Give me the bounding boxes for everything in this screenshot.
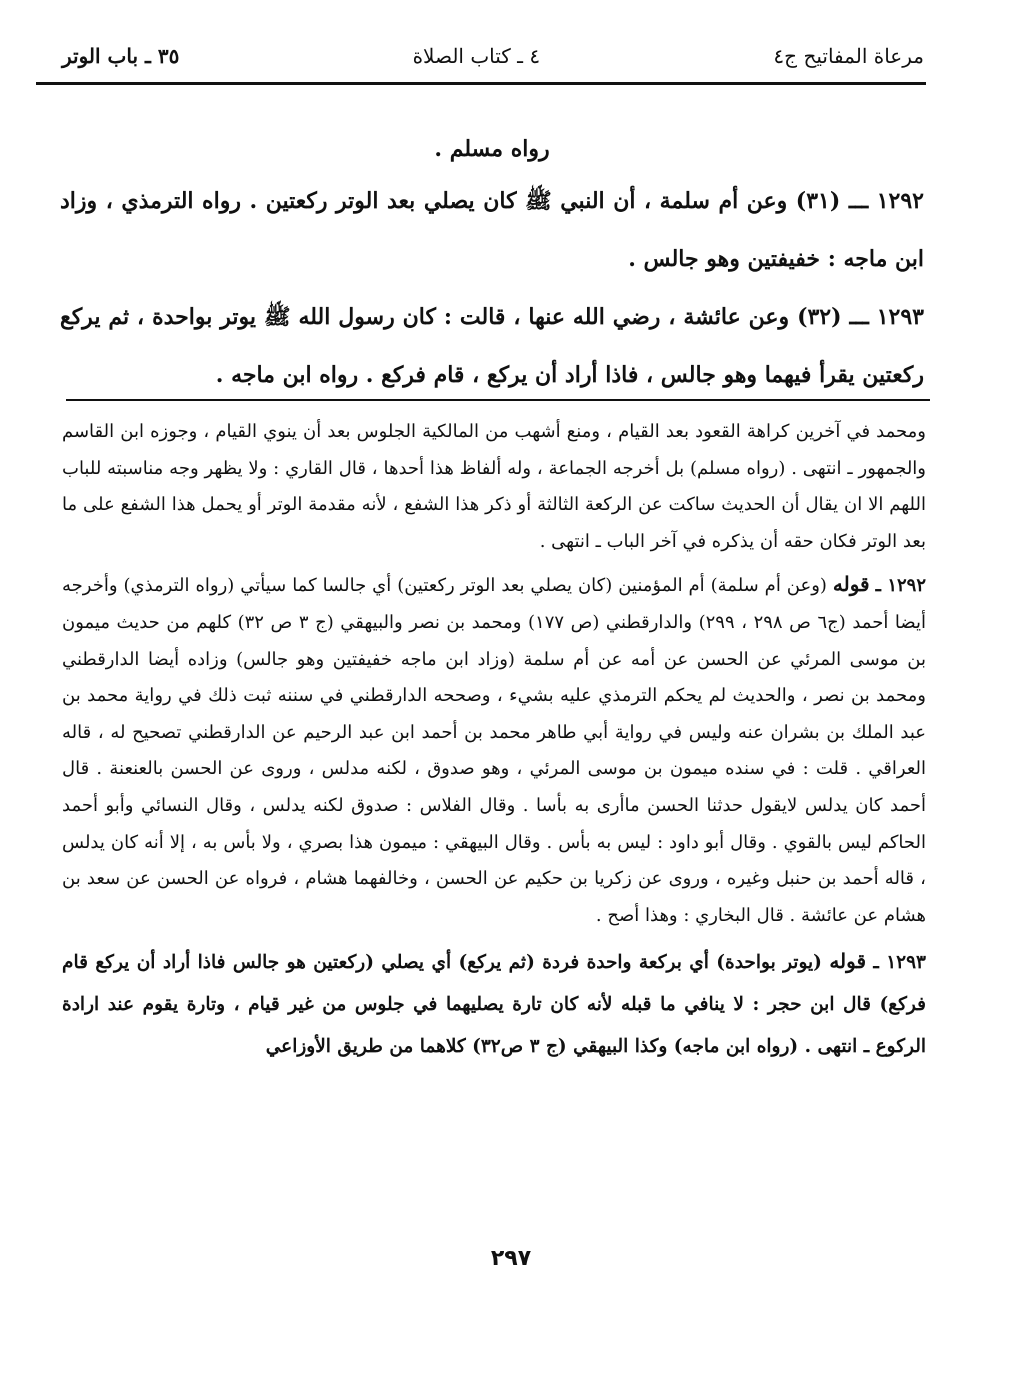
commentary-2-label: قوله (832, 572, 870, 597)
commentary-2-text: (وعن أم سلمة) أم المؤمنين (كان يصلي بعد الوتر ركعتين) أي جالسا كما سيأتي (رواه الترمذي) وأخرجه أيضا أحمد (ج٦ ص ٢٩٨ ، ٢٩٩) والدارقطني (ص ١٧٧) ومحمد بن نصر والبيهقي (ج ٣ ص ٣٢) كلهم من حديث ميمون بن موسى المرئي عن الحسن عن أمه عن أم سلمة (وزاد ابن ماجه خفيفتين وهو جالس) وزاده أيضا الدارقطني ومحمد بن نصر ، والحديث لم يحكم الترمذي عليه بشيء ، وصححه الدارقطني في سننه ثبت ذلك في رواية محمد بن عبد الملك بن بشران عنه وليس في رواية أبي طاهر محمد بن أحمد ابن عبد الرحيم عن الدارقطني تصحيح له ، قاله العراقي . قلت : في سنده ميمون بن موسى المرئي ، وهو صدوق ، لكنه مدلس ، وروى عن الحسن بالعنعنة . قال أحمد كان يدلس لايقول حدثنا الحسن ماأرى به بأسا . وقال الفلاس : صدوق لكنه يدلس ، وقال النسائي وأبو أحمد الحاكم ليس بالقوي . وقال أبو داود : ليس به بأس . وقال البيهقي : ميمون هذا بصري ، ولا بأس به ، إلا أنه كان يدلس ، قاله أحمد بن حنبل وغيره ، وروى عن زكريا بن حكيم عن الحسن ، وخالفهما هشام ، فرواه عن الحسن عن سعد بن هشام عن عائشة . قال البخاري : وهذا أصح . (62, 575, 926, 926)
running-header (62, 36, 924, 76)
header-section: ٣٥ ـ باب الوتر (62, 44, 180, 68)
hadith-1293: ١٢٩٣ ـــ (٣٢) وعن عائشة ، رضي الله عنها ، قالت : كان رسول الله ﷺ يوتر بواحدة ، ثم يركع ركعتين يقرأ فيهما وهو جالس ، فاذا أراد أن يركع ، قام فركع . رواه ابن ماجه . (60, 304, 924, 388)
commentary-3-label: قوله (829, 949, 867, 974)
header-chapter: ٤ ـ كتاب الصلاة (412, 44, 541, 68)
section-divider (66, 399, 930, 401)
commentary-para-1: ومحمد في آخرين كراهة القعود بعد القيام ، ومنع أشهب من المالكية الجلوس بعد أن ينوي القيام ، وجوزه ابن القاسم والجمهور ـ انتهى . (رواه مسلم) بل أخرجه الجماعة ، وله ألفاظ هذا أحدها ، قال القاري : ولا يظهر وجه مناسبته للباب اللهم الا ان يقال أن الحديث ساكت عن الركعة الثالثة أو ذكر هذا الشفع ، لأنه مقدمة الوتر أو يحمل هذا الشفع على ما بعد الوتر فكان حقه أن يذكره في آخر الباب ـ انتهى . (62, 421, 926, 552)
commentary-2-number: ١٢٩٢ ـ (875, 575, 926, 597)
commentary-3-text: (يوتر بواحدة) أي بركعة واحدة فردة (ثم يركع) أي يصلي (ركعتين هو جالس فاذا أراد أن يركع قام فركع) قال ابن حجر : لا ينافي ما قبله لأنه كان تارة يصليهما في جلوس من غير قيام ، وتارة يقوم عند ارادة الركوع ـ انتهى . (رواه ابن ماجه) وكذا البيهقي (ج ٣ ص٣٢) كلاهما من طريق الأوزاعي (62, 952, 926, 1058)
main-text (60, 126, 924, 404)
commentary-3-number: ١٢٩٣ ـ (873, 952, 926, 974)
commentary-para-3 (62, 940, 926, 1068)
commentary-para-2 (62, 566, 926, 934)
hadith-1292: ١٢٩٢ ـــ (٣١) وعن أم سلمة ، أن النبي ﷺ كان يصلي بعد الوتر ركعتين . رواه الترمذي ، وزاد ابن ماجه : خفيفتين وهو جالس . (60, 188, 924, 272)
page-number: ٢٩٧ (490, 1246, 532, 1271)
header-rule (36, 82, 926, 85)
header-book-title: مرعاة المفاتيح ج٤ (773, 44, 924, 68)
narration-end: رواه مسلم . (434, 136, 550, 162)
commentary (62, 414, 926, 1074)
